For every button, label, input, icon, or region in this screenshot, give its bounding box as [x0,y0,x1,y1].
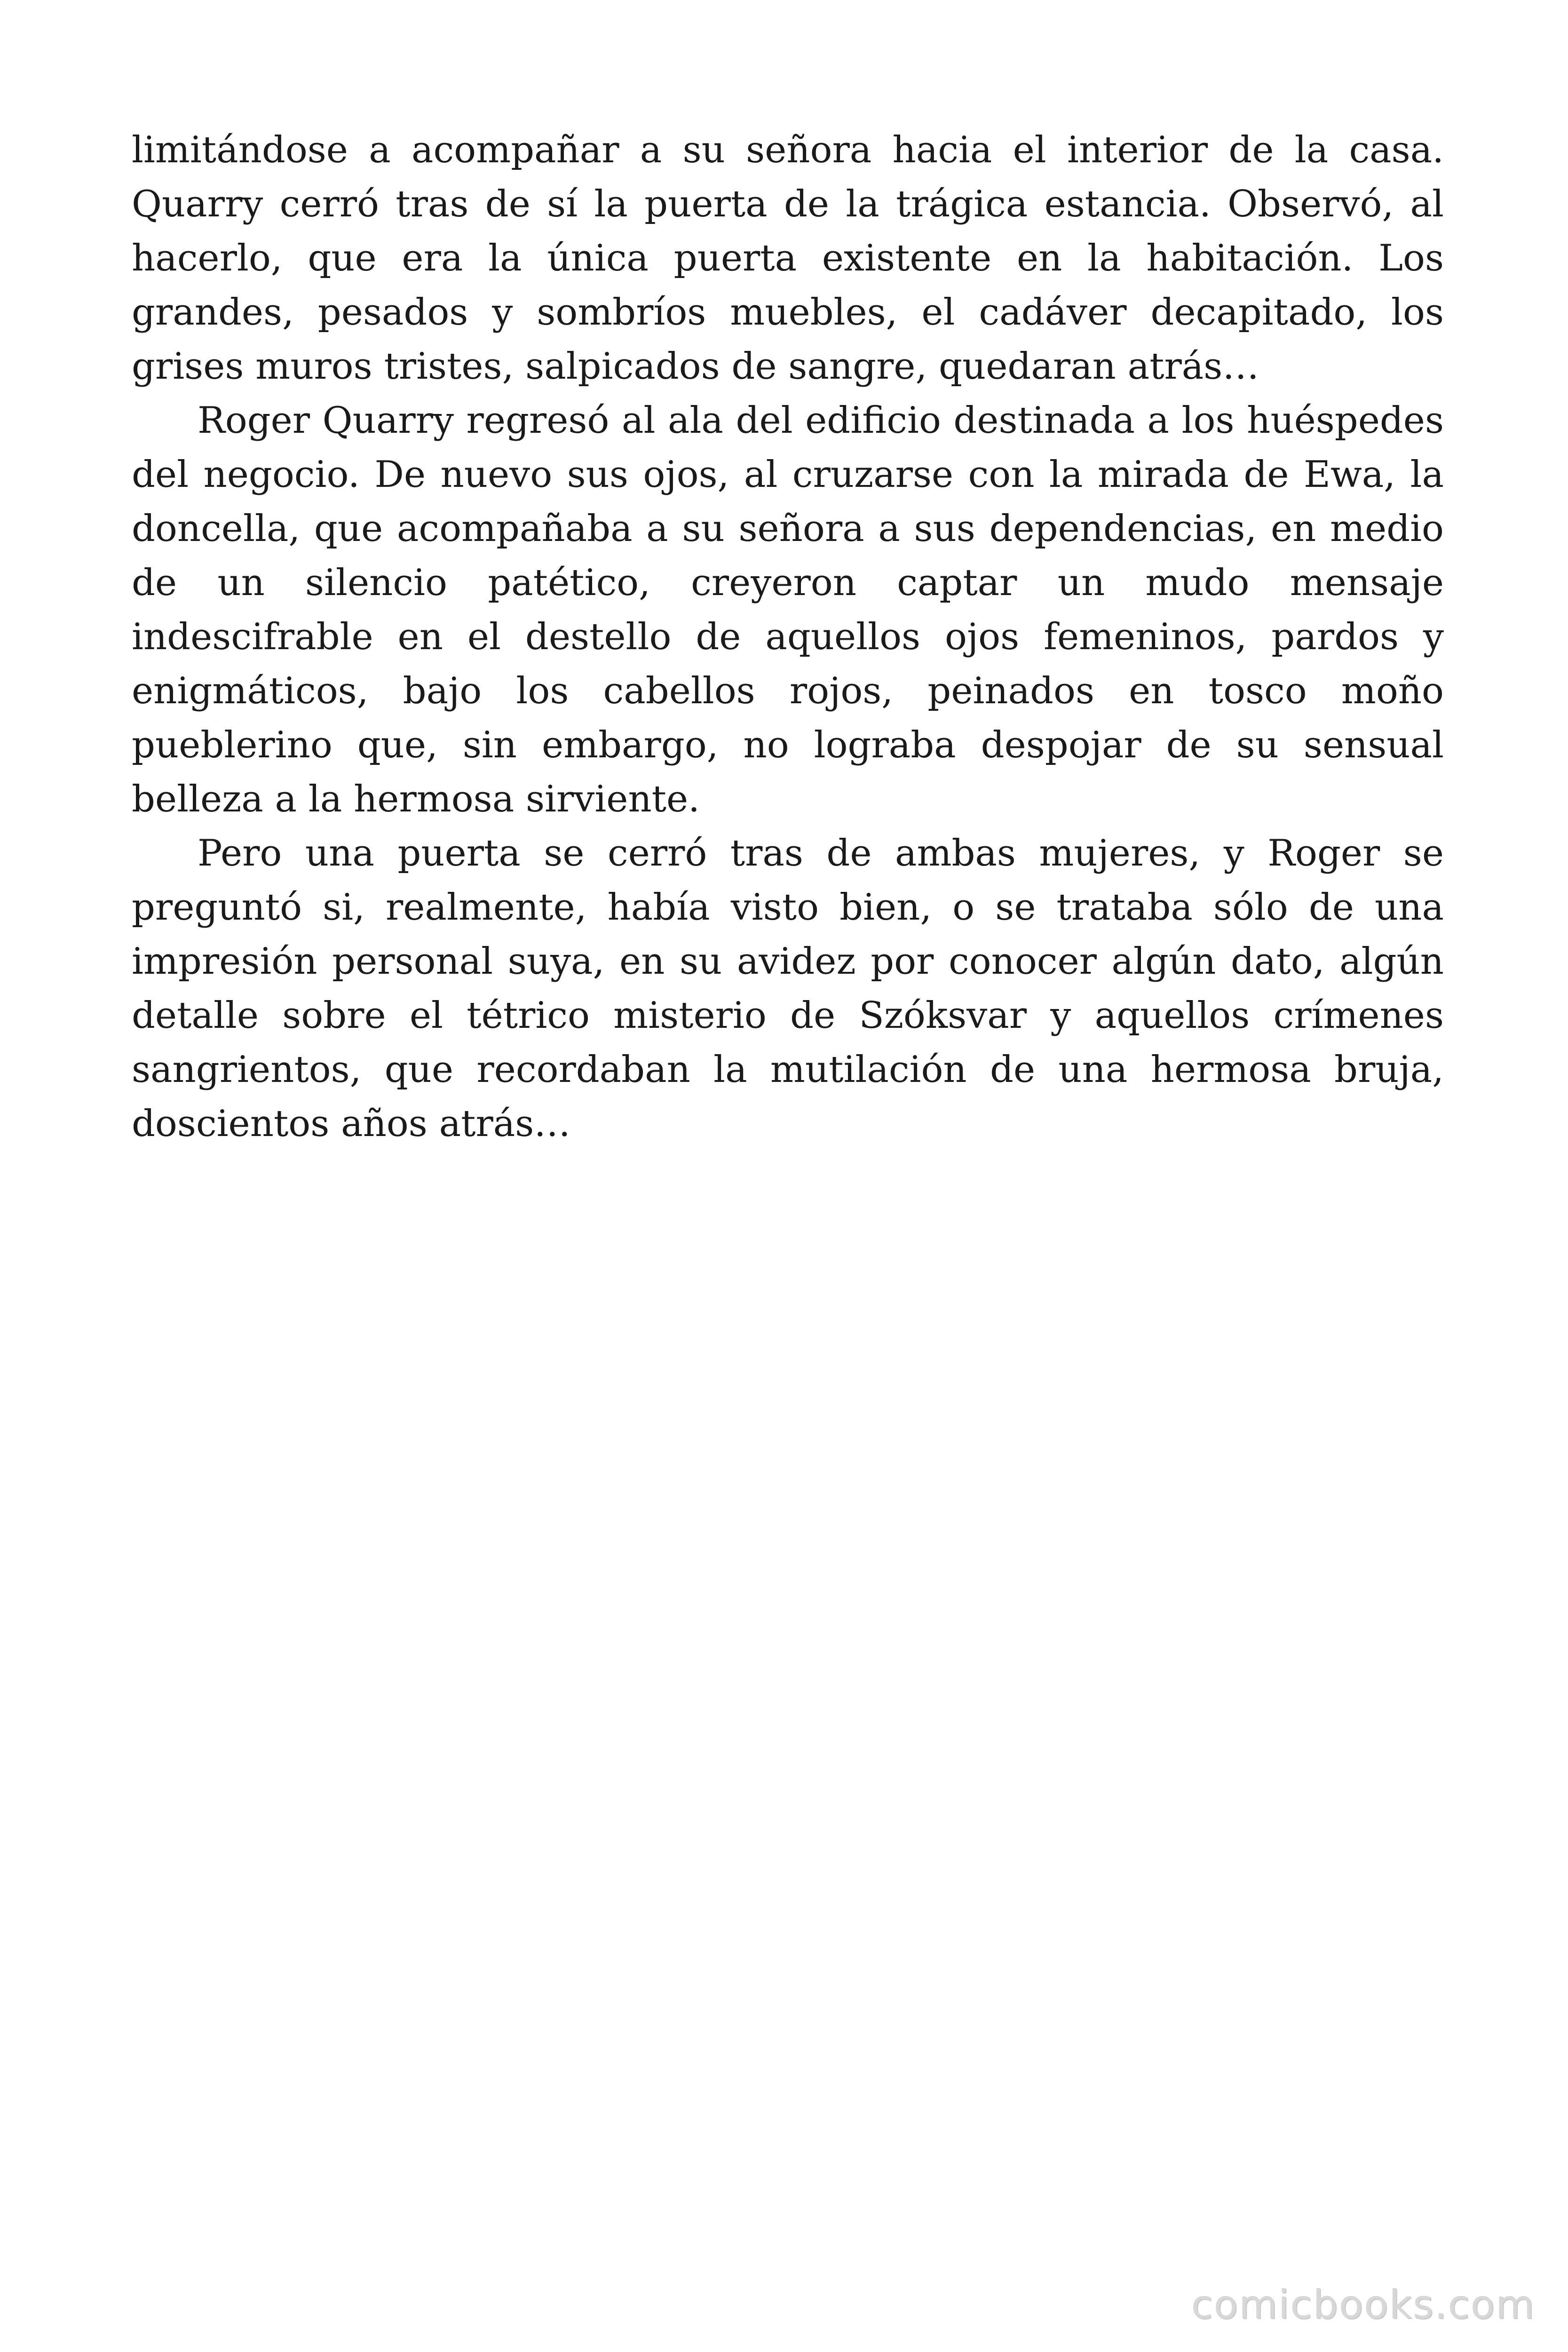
body-text [132,123,1444,1151]
paragraph-3: Pero una puerta se cerró tras de ambas mujeres, y Roger se preguntó si, realmente, había visto bien, o se trataba sólo de una impresión personal suya, en su avidez por conocer algún dato, algún detalle sobre el tétrico misterio de Szóksvar y aquellos crímenes sangrientos, que recordaban la mutilación de una hermosa bruja, doscientos años atrás… [132,832,1444,1145]
watermark: comicbooks.com [1191,2281,1535,2328]
paragraph-1: limitándose a acompañar a su señora hacia el interior de la casa. Quarry cerró tras de sí la puerta de la trágica estancia. Observó, al hacerlo, que era la única puerta existente en la habitación. Los grandes, pesados y sombríos muebles, el cadáver decapitado, los grises muros tristes, salpicados de sangre, quedaran atrás… [132,129,1444,388]
paragraph-2: Roger Quarry regresó al ala del edificio destinada a los huéspedes del negocio. De nuevo sus ojos, al cruzarse con la mirada de Ewa, la doncella, que acompañaba a su señora a sus dependencias, en medio de un silencio patético, creyeron captar un mudo mensaje indescifrable en el destello de aquellos ojos femeninos, pardos y enigmáticos, bajo los cabellos rojos, peinados en tosco moño pueblerino que, sin embargo, no lograba despojar de su sensual belleza a la hermosa sirviente. [132,399,1444,820]
